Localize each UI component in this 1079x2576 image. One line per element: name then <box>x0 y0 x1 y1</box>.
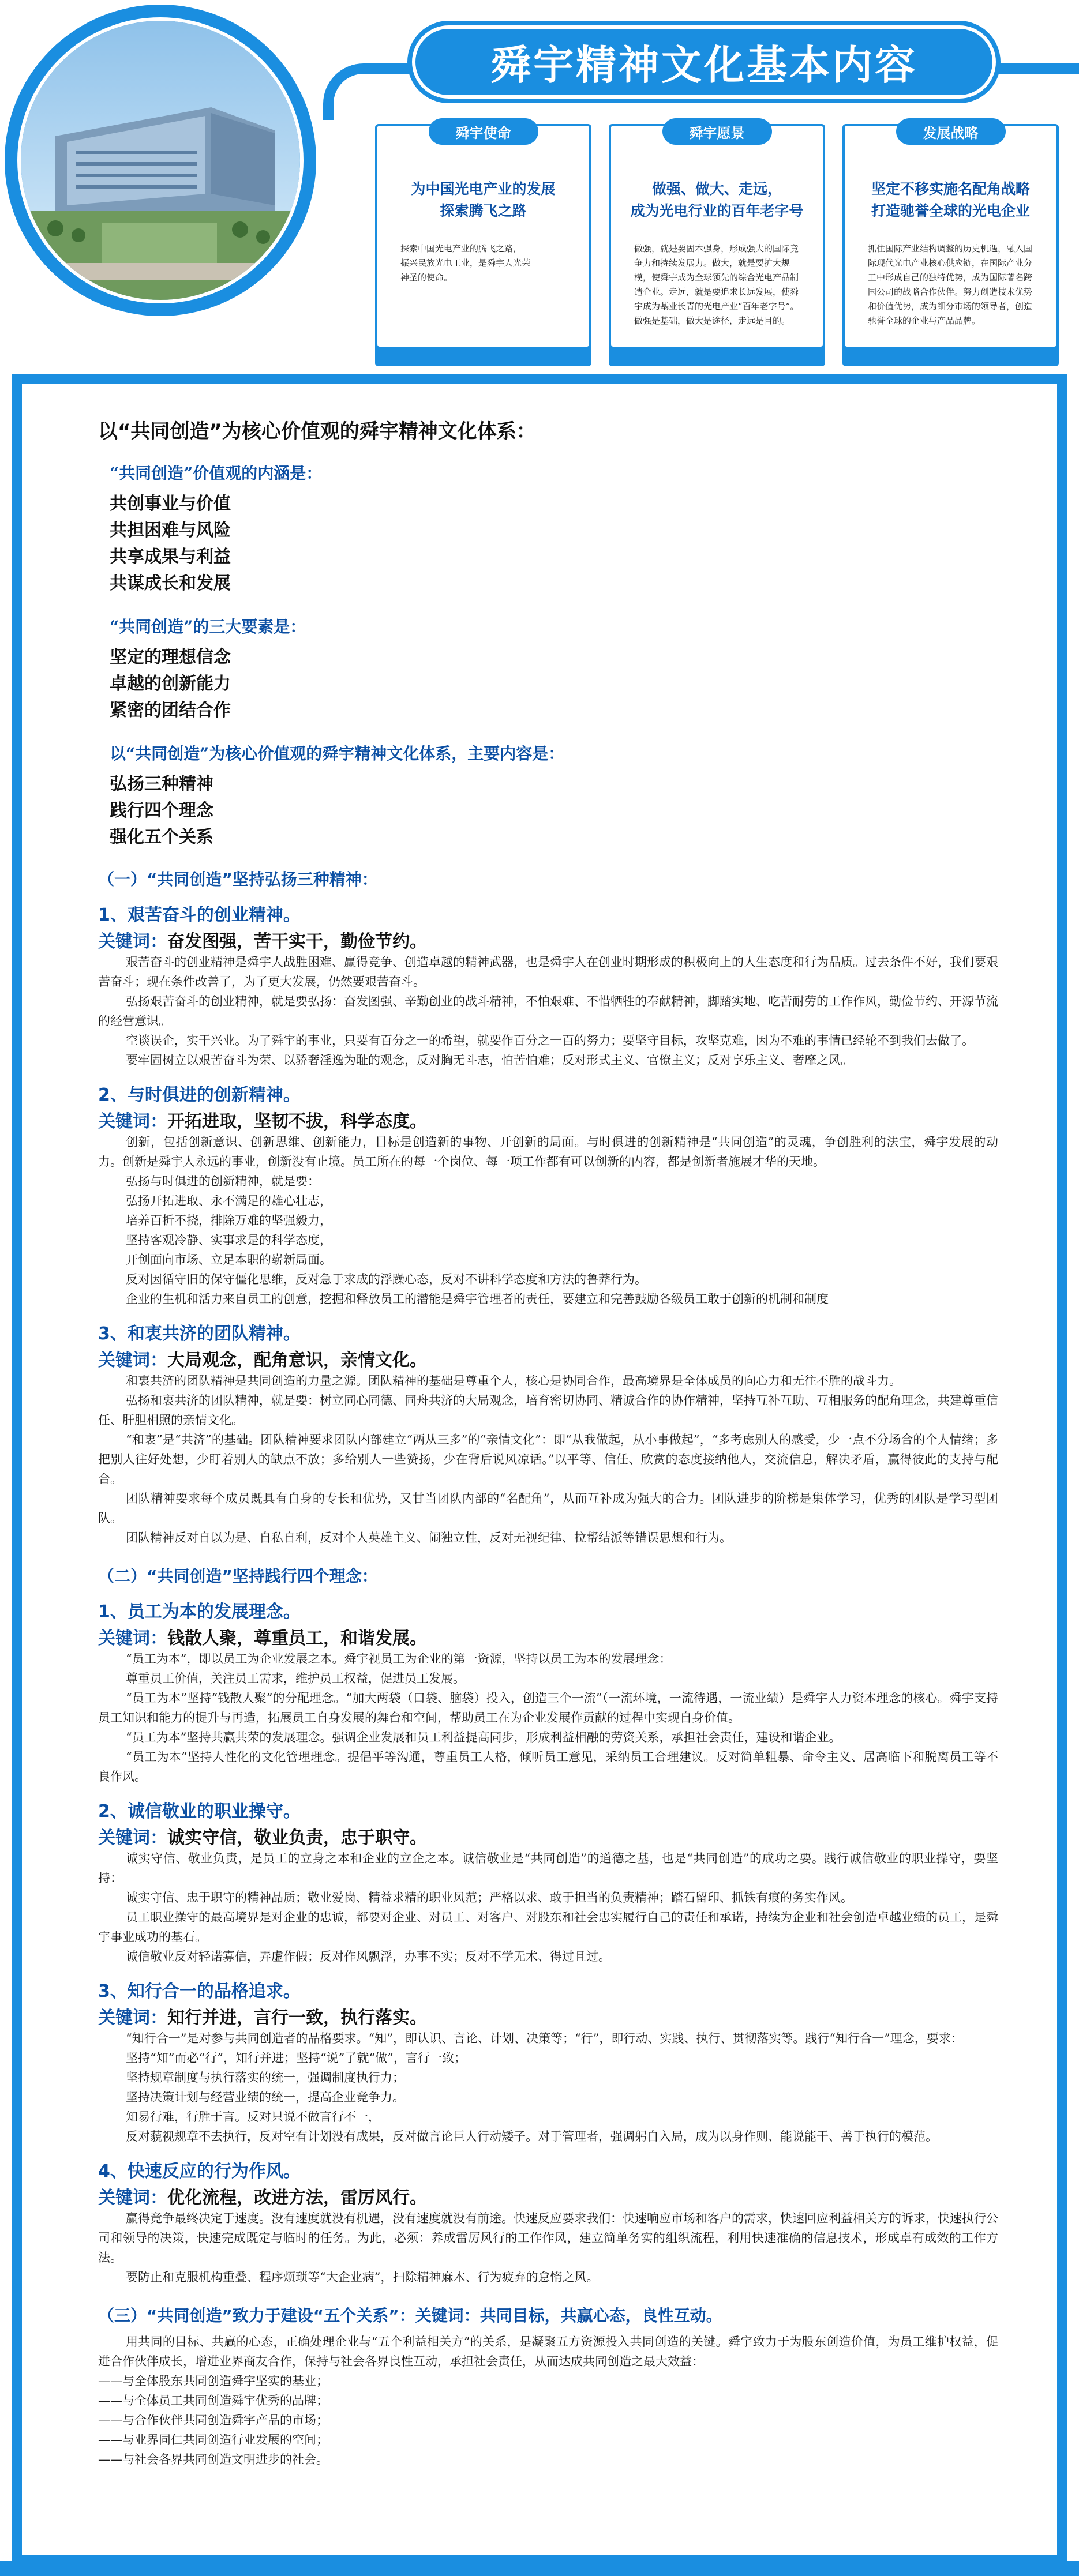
list-intro: 弘扬与时俱进的创新精神，就是要： <box>126 1174 320 1188</box>
footer-bar <box>0 2561 1079 2576</box>
list-item: 坚持“知”而必“行”，知行并进；坚持“说”了就“做”，言行一致； <box>126 2051 466 2065</box>
paragraph: 弘扬艰苦奋斗的创业精神，就是要弘扬：奋发图强、辛勤创业的战斗精神，不怕艰难、不惜牺牲的奉献精神，脚踏实地、吃苦耐劳的工作作风，勤俭节约、开源节流的经营意识。 <box>98 994 998 1028</box>
paragraph: 用共同的目标、共赢的心态，正确处理企业与“五个利益相关方”的关系，是凝聚五方资源投入共同创造的关键。舜宇致力于为股东创造价值，为员工维护权益，促进合作伙伴成长，增进业界商友合作，保持与社会各界良性互动，承担社会责任，从而达成共同创造之最大效益： <box>98 2335 998 2368</box>
spirit-3-heading: 3、和衷共济的团队精神。 <box>98 1324 301 1344</box>
paragraph: 企业的生机和活力来自员工的创意，挖掘和释放员工的潜能是舜宇管理者的责任，要建立和完善鼓励各级员工敢于创新的机制和制度 <box>126 1292 829 1306</box>
paragraph: 诚实守信、忠于职守的精神品质；敬业爱岗、精益求精的职业风范；严格以求、敢于担当的负责精神；踏石留印、抓铁有痕的务实作风。 <box>126 1891 853 1905</box>
paragraph: 反对藐视规章不去执行，反对空有计划没有成果，反对做言论巨人行动矮子。对于管理者，强调躬自入局，成为以身作则、能说能干、善于执行的模范。 <box>126 2130 938 2143</box>
page-title: 舜宇精神文化基本内容 <box>490 42 917 89</box>
concept-3-heading: 3、知行合一的品格追求。 <box>98 1981 301 2002</box>
element-item: 紧密的团结合作 <box>110 700 231 720</box>
card-vision-headline: 做强、做大、走远， 成为光电行业的百年老字号 <box>630 181 804 219</box>
list-item: 坚持客观冷静、实事求是的科学态度， <box>126 1233 332 1247</box>
paragraph: “员工为本”坚持“钱散人聚”的分配理念。“加大两袋（口袋、脑袋）投入，创造三个一流”（一流环境，一流待遇，一流业绩）是舜宇人力资本理念的核心。舜宇支持员工知识和能力的提升与再造，拓展员工自身发展的舞台和空间，帮助员工在为企业发展作贡献的过程中实现自身价值。 <box>98 1691 998 1725</box>
meaning-title: “共同创造”价值观的内涵是： <box>110 464 323 483</box>
paragraph: 诚信敬业反对轻诺寡信，弄虚作假；反对作风飘浮，办事不实；反对不学无术、得过且过。 <box>126 1950 610 1963</box>
element-item: 卓越的创新能力 <box>110 674 231 694</box>
card-mission-badge: 舜宇使命 <box>429 118 538 145</box>
paragraph: “和衷”是“共济”的基础。团队精神要求团队内部建立“两从三多”的“亲情文化”：即“从我做起，从小事做起”，“多考虑别人的感受，少一点不分场合的个人情绪；多把别人往好处想，少盯着别人的缺点不放；多给别人一些赞扬，少在背后说风凉话。”以平等、信任、欣赏的态度接纳他人，交流信息，解决矛盾，赢得彼此的支持与配合。 <box>98 1433 998 1486</box>
list-item: 培养百折不挠，排除万难的坚强毅力， <box>126 1214 332 1227</box>
spirit-2-keywords: 关键词：开拓进取，坚韧不拔，科学态度。 <box>98 1111 427 1132</box>
list-item: 弘扬开拓进取、永不满足的雄心壮志， <box>126 1194 332 1208</box>
paragraph: 员工职业操守的最高境界是对企业的忠诚，都要对企业、对员工、对客户、对股东和社会忠实履行自己的责任和承诺，持续为企业和社会创造卓越业绩的员工，是舜宇事业成功的基石。 <box>98 1910 998 1944</box>
list-item: ——与合作伙伴共同创造舜宇产品的市场； <box>98 2413 328 2427</box>
card-vision-badge: 舜宇愿景 <box>662 118 772 145</box>
card-mission-headline: 为中国光电产业的发展 探索腾飞之路 <box>411 181 556 219</box>
meaning-item: 共创事业与价值 <box>110 494 231 514</box>
section-three-spirits-title: （一）“共同创造”坚持弘扬三种精神： <box>98 870 378 889</box>
paragraph: 反对因循守旧的保守僵化思维，反对急于求成的浮躁心态，反对不讲科学态度和方法的鲁莽行为。 <box>126 1272 647 1286</box>
spirit-1-heading: 1、艰苦奋斗的创业精神。 <box>98 905 301 925</box>
list-item: 开创面向市场、立足本职的崭新局面。 <box>126 1253 332 1267</box>
paragraph: “员工为本”，即以员工为企业发展之本。舜宇视员工为企业的第一资源，坚持以员工为本的发展理念： <box>126 1652 672 1666</box>
element-item: 坚定的理想信念 <box>110 647 231 667</box>
paragraph: 要防止和克服机构重叠、程序烦琐等“大企业病”，扫除精神麻木、行为疲弃的怠惰之风。 <box>126 2270 599 2284</box>
content-body <box>98 415 998 2469</box>
list-item: 知易行难，行胜于言。反对只说不做言行不一， <box>126 2110 380 2124</box>
meaning-item: 共担困难与风险 <box>110 520 231 540</box>
building-photo-frame <box>5 5 316 316</box>
paragraph: 团队精神要求每个成员既具有自身的专长和优势，又甘当团队内部的“名配角”，从而互补成为强大的合力。团队进步的阶梯是集体学习，优秀的团队是学习型团队。 <box>98 1492 998 1525</box>
system-item: 强化五个关系 <box>110 827 213 847</box>
list-item: ——与全体股东共同创造舜宇坚实的基业； <box>98 2374 328 2388</box>
concept-4-heading: 4、快速反应的行为作风。 <box>98 2161 301 2181</box>
card-vision-desc: 做强，就是要固本强身，形成强大的国际竞争力和持续发展力。做大，就是要扩大规模，使舜宇成为全球领先的综合光电产品制造企业。走远，就是要追求长远发展，使舜宇成为基业长青的光电产业“百年老字号”。 做强是基础，做大是途径，走远是目的。 <box>634 243 799 326</box>
paragraph: “知行合一”是对参与共同创造者的品格要求。“知”，即认识、言论、计划、决策等；“行”，即行动、实践、执行、贯彻落实等。践行“知行合一”理念，要求： <box>126 2031 963 2045</box>
paragraph: 要牢固树立以艰苦奋斗为荣、以骄奢淫逸为耻的观念，反对胸无斗志，怕苦怕难；反对形式主义、官僚主义；反对享乐主义、奢靡之风。 <box>126 1053 853 1067</box>
page-title-banner <box>415 29 992 95</box>
list-item: 坚持规章制度与执行落实的统一，强调制度执行力； <box>126 2071 404 2085</box>
system-title: 以“共同创造”为核心价值观的舜宇精神文化体系，主要内容是： <box>110 744 565 763</box>
intro-lead: 以“共同创造”为核心价值观的舜宇精神文化体系： <box>98 420 536 443</box>
list-item: 坚持决策计划与经营业绩的统一，提高企业竞争力。 <box>126 2090 404 2104</box>
paragraph: 团队精神反对自以为是、自私自利，反对个人英雄主义、闹独立性，反对无视纪律、拉帮结派等错误思想和行为。 <box>126 1531 732 1545</box>
meaning-item: 共谋成长和发展 <box>110 573 231 594</box>
card-strategy-badge: 发展战略 <box>896 118 1006 145</box>
spirit-1-keywords: 关键词：奋发图强，苦干实干，勤俭节约。 <box>98 932 427 952</box>
paragraph: 尊重员工价值，关注员工需求，维护员工权益，促进员工发展。 <box>126 1672 465 1685</box>
card-strategy-headline: 坚定不移实施名配角战略 打造驰誉全球的光电企业 <box>871 181 1030 219</box>
card-mission <box>375 124 591 366</box>
list-item: ——与业界同仁共同创造行业发展的空间； <box>98 2433 328 2447</box>
card-strategy <box>842 124 1059 366</box>
elements-title: “共同创造”的三大要素是： <box>110 617 306 636</box>
building-photo <box>17 17 304 303</box>
system-item: 践行四个理念 <box>110 801 213 821</box>
paragraph: 和衷共济的团队精神是共同创造的力量之源。团队精神的基础是尊重个人，核心是协同合作，最高境界是全体成员的向心力和无往不胜的战斗力。 <box>126 1374 901 1388</box>
card-vision <box>609 124 825 366</box>
paragraph: 赢得竞争最终决定于速度。没有速度就没有机遇，没有速度就没有前途。快速反应要求我们：快速响应市场和客户的需求，快速回应利益相关方的诉求，快速执行公司和领导的决策，快速完成既定与临时的任务。为此，必须：养成雷厉风行的工作作风，建立简单务实的组织流程，利用快速准确的信息技术，形成卓有成效的工作方法。 <box>98 2211 998 2265</box>
concept-4-keywords: 关键词：优化流程，改进方法，雷厉风行。 <box>98 2188 427 2208</box>
system-item: 弘扬三种精神 <box>110 774 213 794</box>
concept-2-heading: 2、诚信敬业的职业操守。 <box>98 1801 301 1822</box>
paragraph: 空谈误企，实干兴业。为了舜宇的事业，只要有百分之一的希望，就要作百分之一百的努力；要坚守目标，攻坚克难，因为不难的事情已经轮不到我们去做了。 <box>126 1034 974 1047</box>
paragraph: 诚实守信、敬业负责，是员工的立身之本和企业的立企之本。诚信敬业是“共同创造”的道德之基，也是“共同创造”的成功之要。践行诚信敬业的职业操守，要坚持： <box>98 1852 998 1885</box>
list-item: ——与社会各界共同创造文明进步的社会。 <box>98 2453 328 2466</box>
concept-1-heading: 1、员工为本的发展理念。 <box>98 1602 301 1622</box>
card-strategy-desc: 抓住国际产业结构调整的历史机遇，融入国际现代光电产业核心供应链，在国际产业分工中形成自己的独特优势，成为国际著名跨国公司的战略合作伙伴。努力创造技术优势和价值优势，成为细分市场的领导者，创造驰誉全球的企业与产品品牌。 <box>868 243 1033 326</box>
concept-1-keywords: 关键词：钱散人聚，尊重员工，和谐发展。 <box>98 1628 427 1649</box>
spirit-2-heading: 2、与时俱进的创新精神。 <box>98 1085 301 1105</box>
paragraph: “员工为本”坚持共赢共荣的发展理念。强调企业发展和员工利益提高同步，形成利益相融的劳资关系，承担社会责任，建设和谐企业。 <box>126 1730 841 1744</box>
section-five-relations-title: （三）“共同创造”致力于建设“五个关系”：关键词：共同目标，共赢心态，良性互动。 <box>98 2306 722 2325</box>
concept-2-keywords: 关键词：诚实守信，敬业负责，忠于职守。 <box>98 1828 427 1848</box>
paragraph: 艰苦奋斗的创业精神是舜宇人战胜困难、赢得竞争、创造卓越的精神武器，也是舜宇人在创业时期形成的积极向上的人生态度和行为品质。过去条件不好，我们要艰苦奋斗；现在条件改善了，为了更大发展，仍然要艰苦奋斗。 <box>98 955 998 989</box>
paragraph: 弘扬和衷共济的团队精神，就是要：树立同心同德、同舟共济的大局观念，培育密切协同、精诚合作的协作精神，坚持互补互助、互相服务的配角理念，共建尊重信任、肝胆相照的亲情文化。 <box>98 1394 998 1427</box>
spirit-3-keywords: 关键词：大局观念，配角意识，亲情文化。 <box>98 1350 427 1370</box>
meaning-item: 共享成果与利益 <box>110 547 231 567</box>
section-four-concepts-title: （二）“共同创造”坚持践行四个理念： <box>98 1567 378 1586</box>
paragraph: 创新，包括创新意识、创新思维、创新能力，目标是创造新的事物、开创新的局面。与时俱进的创新精神是“共同创造”的灵魂，争创胜利的法宝，舜宇发展的动力。创新是舜宇人永远的事业，创新没有止境。员工所在的每一个岗位、每一项工作都有可以创新的内容，都是创新者施展才华的天地。 <box>98 1135 998 1169</box>
concept-3-keywords: 关键词：知行并进，言行一致，执行落实。 <box>98 2008 427 2028</box>
card-mission-desc: 探索中国光电产业的腾飞之路， 振兴民族光电工业，是舜宇人光荣 神圣的使命。 <box>400 243 531 283</box>
list-item: ——与全体员工共同创造舜宇优秀的品牌； <box>98 2394 328 2408</box>
paragraph: “员工为本”坚持人性化的文化管理理念。提倡平等沟通，尊重员工人格，倾听员工意见，采纳员工合理建议。反对简单粗暴、命令主义、居高临下和脱离员工等不良作风。 <box>98 1750 998 1783</box>
